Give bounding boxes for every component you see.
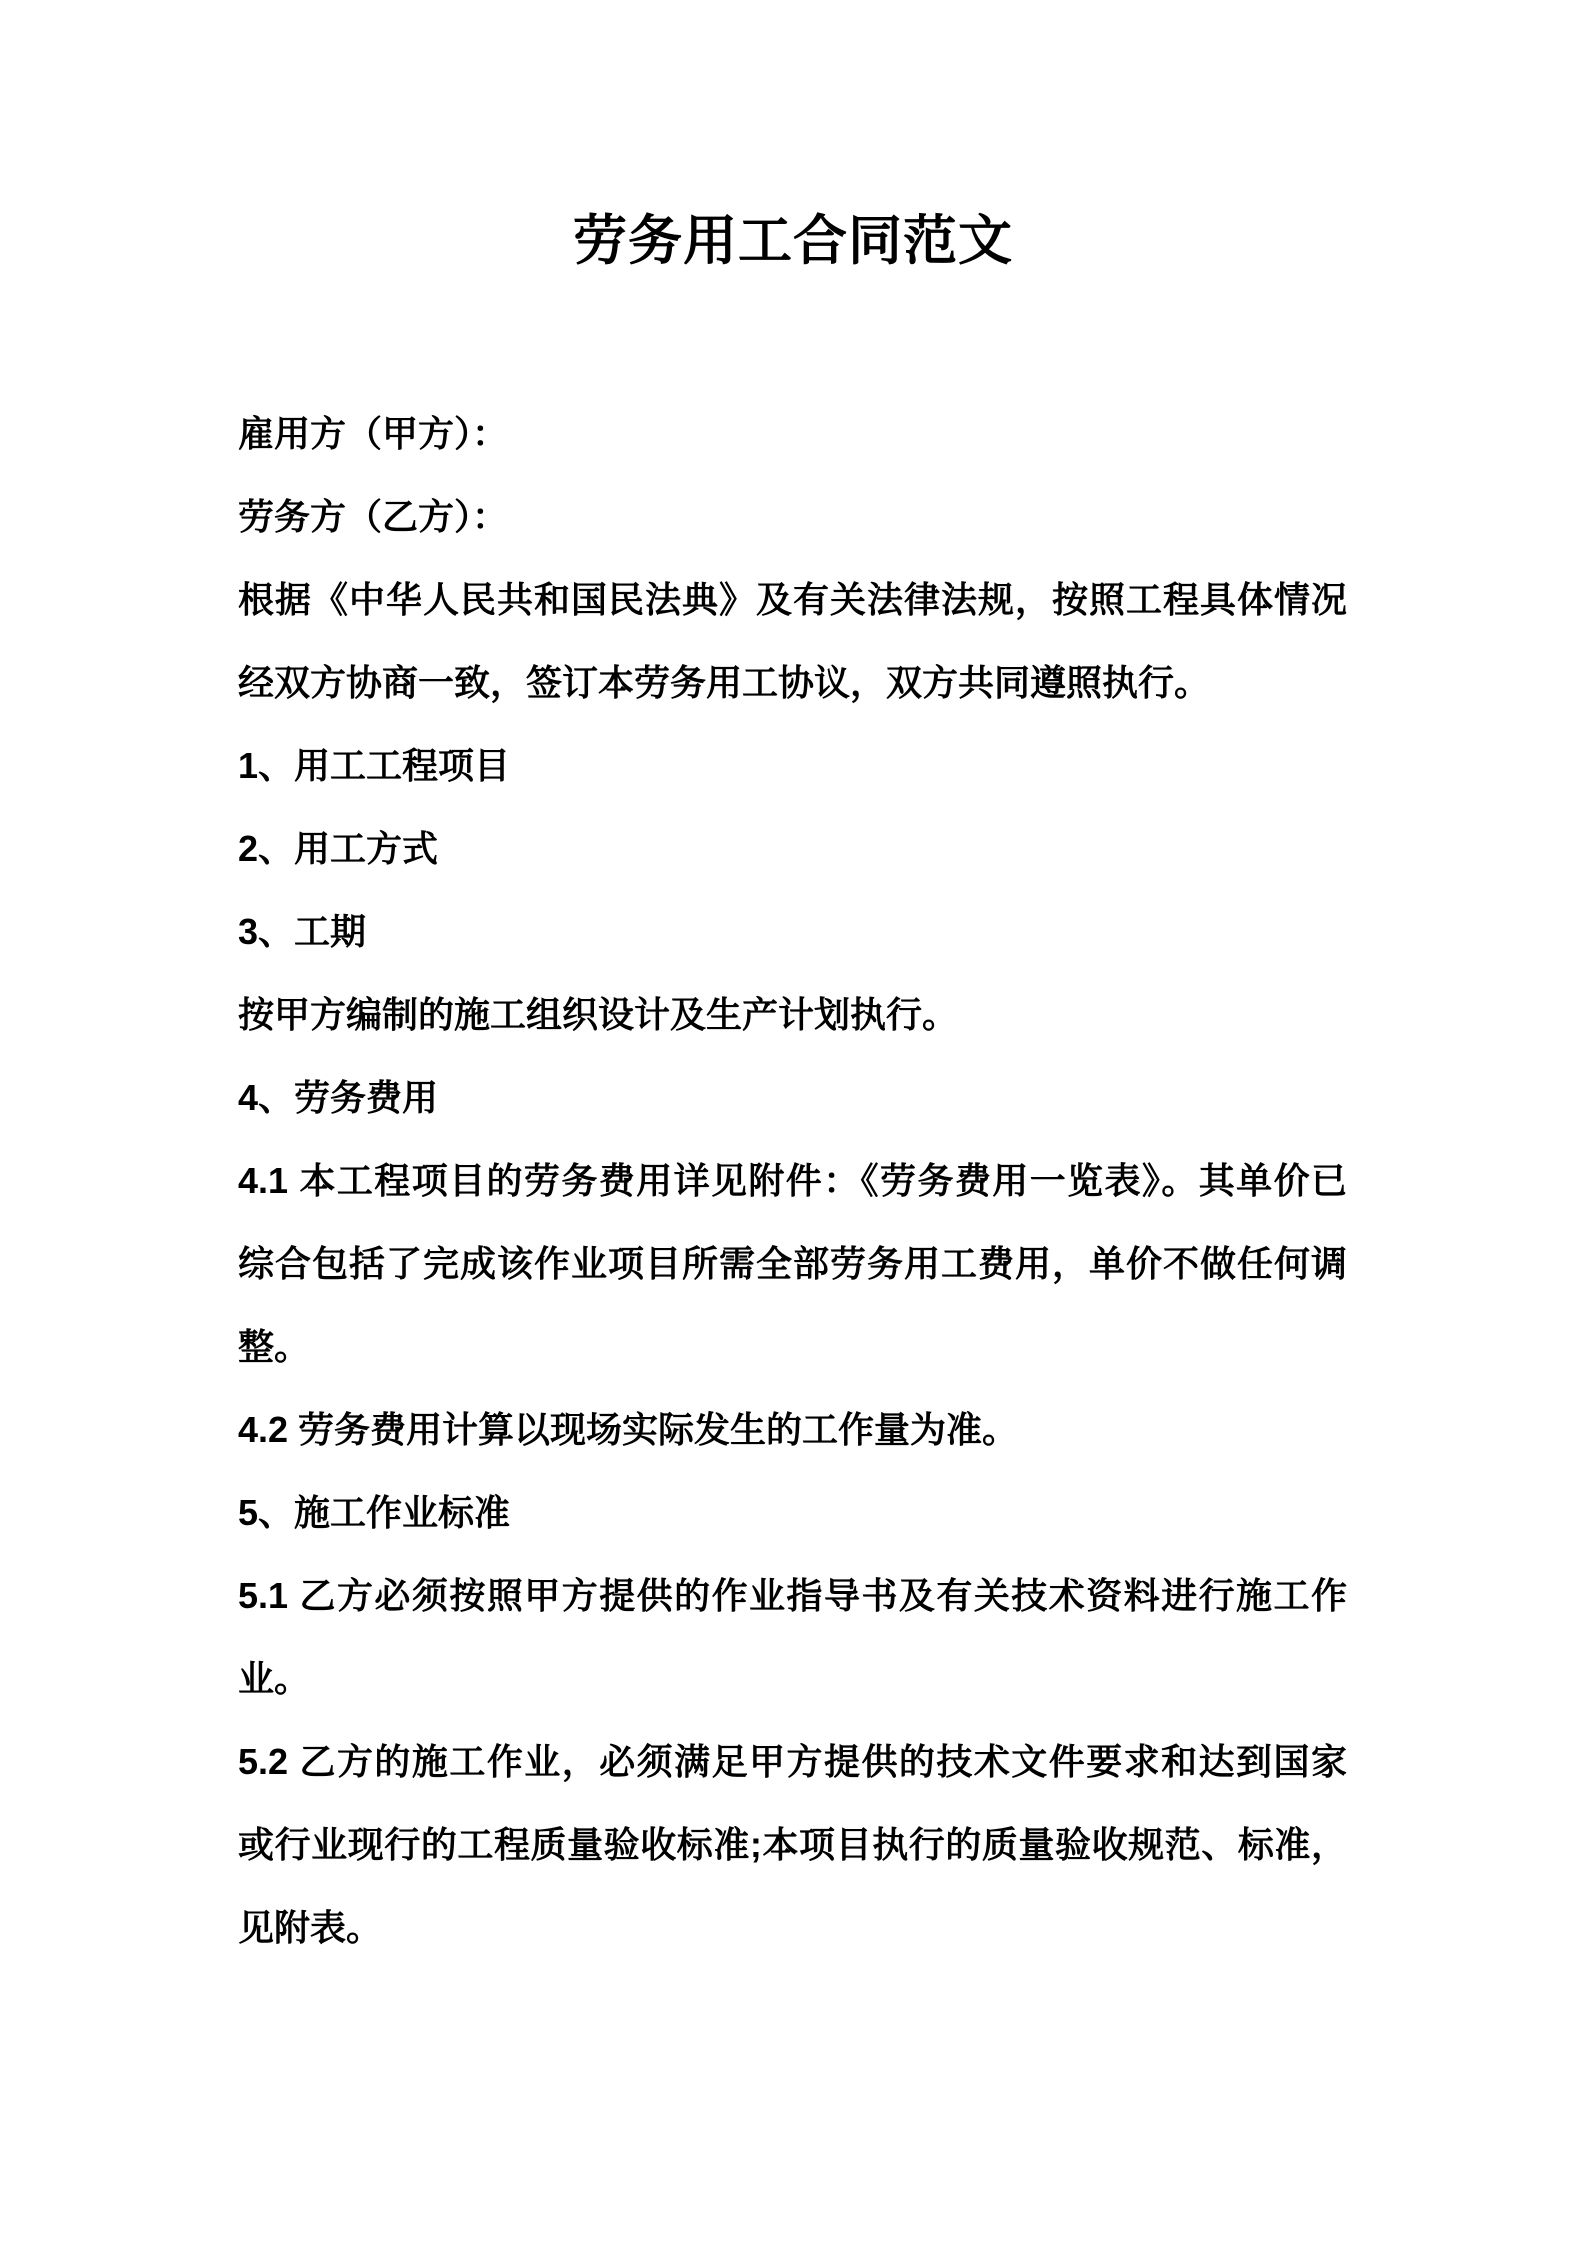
line-clause-5-2c: 见附表。 — [238, 1907, 383, 1948]
line-clause-4-1c: 整。 — [238, 1326, 311, 1367]
line-clause-1: 1、用工工程项目 — [238, 745, 511, 786]
line-clause-5-1a: 5.1 乙方必须按照甲方提供的作业指导书及有关技术资料进行施工作 — [238, 1575, 1347, 1616]
line-clause-4-1a: 4.1 本工程项目的劳务费用详见附件：《劳务费用一览表》。其单价已 — [238, 1160, 1347, 1201]
line-preamble-1: 根据《中华人民共和国民法典》及有关法律法规，按照工程具体情况 — [238, 579, 1347, 620]
line-party-b: 劳务方（乙方）： — [238, 496, 509, 537]
line-clause-4-2: 4.2 劳务费用计算以现场实际发生的工作量为准。 — [238, 1409, 1019, 1450]
line-clause-5: 5、施工作业标准 — [238, 1492, 511, 1533]
line-clause-5-2a: 5.2 乙方的施工作业，必须满足甲方提供的技术文件要求和达到国家 — [238, 1741, 1347, 1782]
line-party-a: 雇用方（甲方）： — [238, 413, 509, 454]
document-body — [238, 392, 1347, 1969]
line-clause-5-1b: 业。 — [238, 1658, 311, 1699]
line-clause-3: 3、工期 — [238, 911, 367, 952]
line-clause-4: 4、劳务费用 — [238, 1077, 439, 1118]
line-preamble-2: 经双方协商一致，签订本劳务用工协议，双方共同遵照执行。 — [238, 662, 1211, 703]
document-title: 劳务用工合同范文 — [573, 211, 1013, 271]
line-clause-3-body: 按甲方编制的施工组织设计及生产计划执行。 — [238, 994, 959, 1035]
line-clause-4-1b: 综合包括了完成该作业项目所需全部劳务用工费用，单价不做任何调 — [238, 1243, 1347, 1284]
line-clause-2: 2、用工方式 — [238, 828, 439, 869]
line-clause-5-2b: 或行业现行的工程质量验收标准;本项目执行的质量验收规范、标准， — [238, 1824, 1347, 1865]
